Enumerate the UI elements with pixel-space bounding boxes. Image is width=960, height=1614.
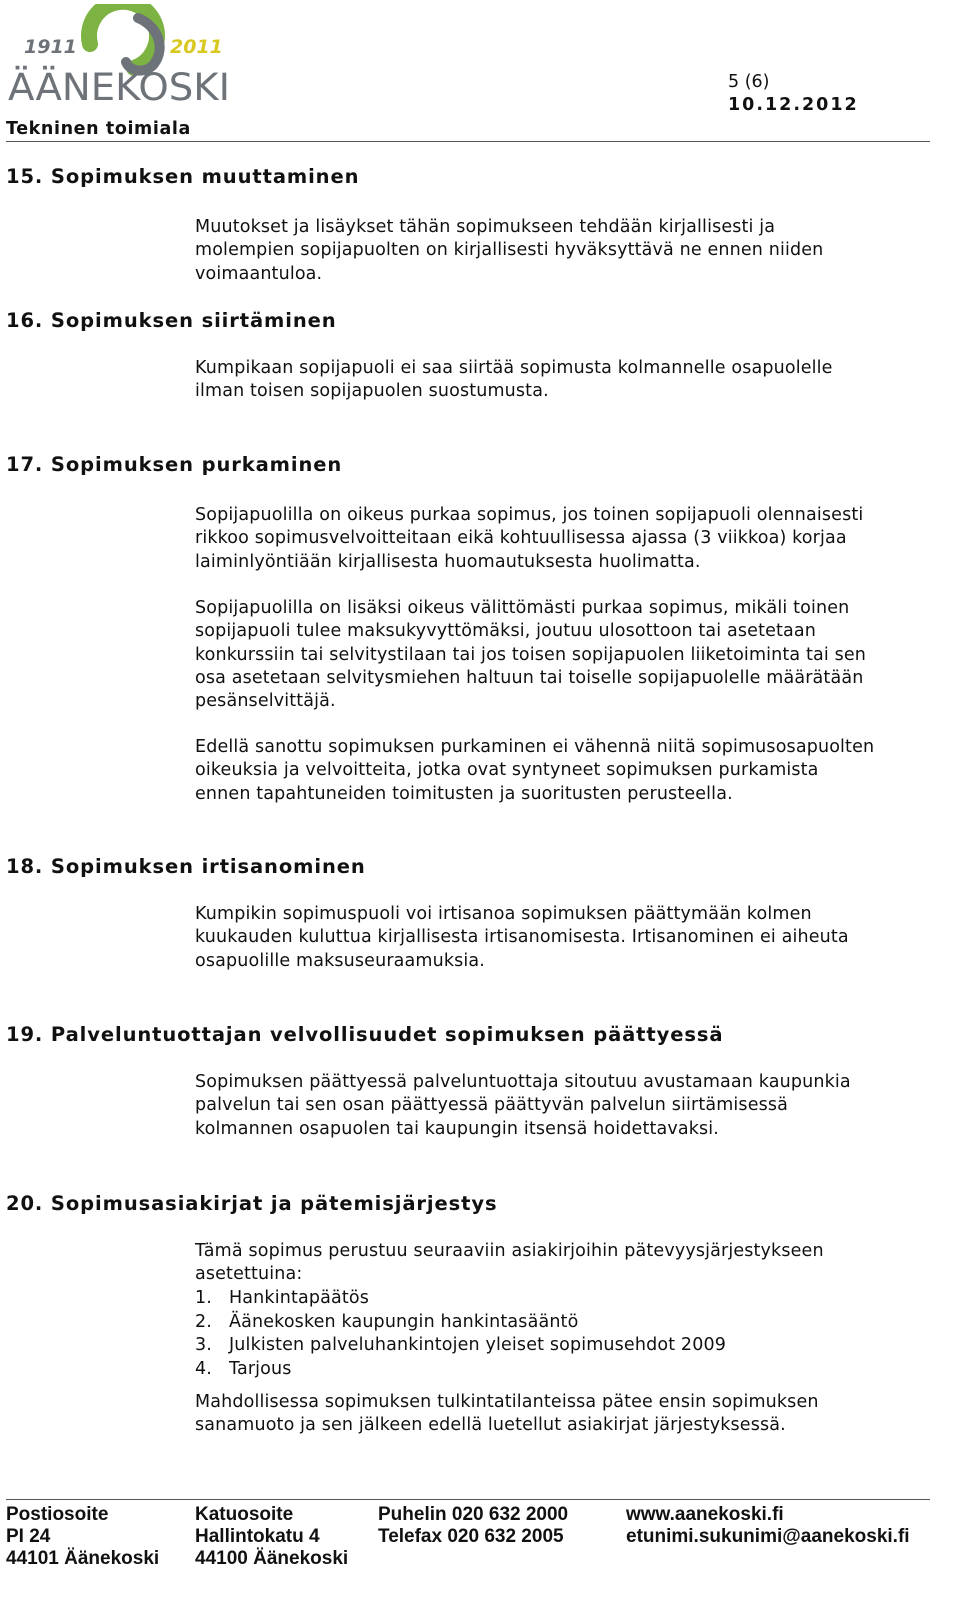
document-date: 10.12.2012 <box>728 95 859 115</box>
text-line: Kumpikaan sopijapuoli ei saa siirtää sopimusta kolmannelle osapuolelle <box>195 358 833 378</box>
footer-line: 44101 Äänekoski <box>6 1548 160 1569</box>
text-line: laiminlyöntiään kirjallisesta huomautuksesta huolimatta. <box>195 551 701 572</box>
section-heading-16: 16. Sopimuksen siirtäminen <box>6 309 337 332</box>
text-line: osa asetetaan selvitysmiehen haltuun tai toiselle sopijapuolelle määrätään <box>195 667 864 688</box>
text-line: Sopimuksen päättyessä palveluntuottaja sitoutuu avustamaan kaupunkia <box>195 1072 851 1092</box>
text-line: sanamuoto ja sen jälkeen edellä luetellut asiakirjat järjestyksessä. <box>195 1415 786 1436</box>
text-line: rikkoo sopimusvelvoitteitaan eikä kohtuullisessa ajassa (3 viikkoa) korjaa <box>195 528 847 549</box>
text-line: kolmannen osapuolen tai kaupungin itsensä hoidettavaksi. <box>195 1118 720 1139</box>
footer-line: Telefax 020 632 2005 <box>378 1526 564 1547</box>
city-logo-emblem <box>8 4 236 108</box>
text-line: ilman toisen sopijapuolen suostumusta. <box>195 381 549 402</box>
section-17-paragraph-2 <box>195 597 935 713</box>
section-heading-19: 19. Palveluntuottajan velvollisuudet sopimuksen päättyessä <box>6 1023 724 1046</box>
text-line: pesänselvittäjä. <box>195 691 336 712</box>
text-line: molempien sopijapuolten on kirjallisesti hyväksyttävä ne ennen niiden <box>195 240 824 261</box>
section-16-paragraph <box>195 357 935 404</box>
text-line: voimaantuloa. <box>195 263 323 284</box>
section-heading-17: 17. Sopimuksen purkaminen <box>6 453 343 476</box>
list-item-number: 4. <box>195 1358 212 1379</box>
text-line: asetettuina: <box>195 1264 303 1285</box>
logo-year-start: 1911 <box>24 36 77 58</box>
footer-postal-address <box>6 1504 159 1570</box>
text-line: oikeuksia ja velvoitteita, jotka ovat syntyneet sopimuksen purkamista <box>195 760 819 781</box>
footer-line: Puhelin 020 632 2000 <box>378 1504 569 1525</box>
section-19-paragraph <box>195 1071 935 1141</box>
footer-web-contact <box>626 1504 910 1548</box>
section-20-paragraph <box>195 1240 935 1287</box>
footer-street-address <box>195 1504 348 1570</box>
text-line: palvelun tai sen osan päättyessä päättyvän palvelun siirtämisessä <box>195 1095 789 1116</box>
list-item <box>195 1334 726 1358</box>
text-line: Mahdollisessa sopimuksen tulkintatilanteissa pätee ensin sopimuksen <box>195 1392 819 1412</box>
footer-phone <box>378 1504 568 1548</box>
header-divider <box>6 141 930 142</box>
text-line: Sopijapuolilla on oikeus purkaa sopimus, jos toinen sopijapuoli olennaisesti <box>195 505 864 525</box>
section-heading-15: 15. Sopimuksen muuttaminen <box>6 165 360 188</box>
list-item-text: Tarjous <box>229 1358 292 1379</box>
list-item-number: 1. <box>195 1288 212 1308</box>
section-20-closing-paragraph <box>195 1391 935 1438</box>
list-item <box>195 1311 726 1335</box>
footer-website-link[interactable]: www.aanekoski.fi <box>626 1504 784 1525</box>
list-item-number: 3. <box>195 1335 212 1355</box>
logo-year-end: 2011 <box>170 36 223 58</box>
text-line: kuukauden kuluttua kirjallisesta irtisanomisesta. Irtisanominen ei aiheuta <box>195 927 849 948</box>
footer-line: 44100 Äänekoski <box>195 1548 349 1569</box>
text-line: Tämä sopimus perustuu seuraaviin asiakirjoihin pätevyysjärjestykseen <box>195 1241 824 1261</box>
logo-wordmark: ÄÄNEKOSKI <box>8 66 230 108</box>
section-18-paragraph <box>195 903 935 973</box>
text-line: Muutokset ja lisäykset tähän sopimukseen tehdään kirjallisesti ja <box>195 217 776 237</box>
text-line: konkurssiin tai selvitystilaan tai jos toisen sopijapuolen liiketoiminta tai sen <box>195 644 867 665</box>
text-line: osapuolille maksuseuraamuksia. <box>195 950 486 971</box>
section-heading-18: 18. Sopimuksen irtisanominen <box>6 855 366 878</box>
list-item-text: Äänekosken kaupungin hankintasääntö <box>229 1311 579 1332</box>
list-item-text: Hankintapäätös <box>229 1288 369 1308</box>
list-item <box>195 1287 726 1311</box>
text-line: ennen tapahtuneiden toimitusten ja suoritusten perusteella. <box>195 783 733 804</box>
list-item-text: Julkisten palveluhankintojen yleiset sopimusehdot 2009 <box>229 1335 727 1355</box>
text-line: Sopijapuolilla on lisäksi oikeus välittömästi purkaa sopimus, mikäli toinen <box>195 598 850 618</box>
document-priority-list <box>195 1287 726 1381</box>
section-heading-20: 20. Sopimusasiakirjat ja pätemisjärjestys <box>6 1192 498 1215</box>
footer-line: Postiosoite <box>6 1504 109 1525</box>
city-logo <box>8 4 236 108</box>
footer-email-link[interactable]: etunimi.sukunimi@aanekoski.fi <box>626 1526 910 1547</box>
page-number: 5 (6) <box>728 72 770 92</box>
department-name: Tekninen toimiala <box>6 119 191 139</box>
text-line: sopijapuoli tulee maksukyvyttömäksi, joutuu ulosottoon tai asetetaan <box>195 621 817 642</box>
list-item-number: 2. <box>195 1311 212 1332</box>
footer-line: Katuosoite <box>195 1504 294 1525</box>
section-15-paragraph <box>195 216 935 286</box>
text-line: Kumpikin sopimuspuoli voi irtisanoa sopimuksen päättymään kolmen <box>195 904 812 924</box>
footer-divider <box>6 1499 930 1500</box>
footer-line: PI 24 <box>6 1526 51 1547</box>
section-17-paragraph-3 <box>195 736 935 806</box>
list-item <box>195 1358 726 1382</box>
text-line: Edellä sanottu sopimuksen purkaminen ei vähennä niitä sopimusosapuolten <box>195 737 875 757</box>
section-17-paragraph-1 <box>195 504 935 574</box>
footer-line: Hallintokatu 4 <box>195 1526 320 1547</box>
